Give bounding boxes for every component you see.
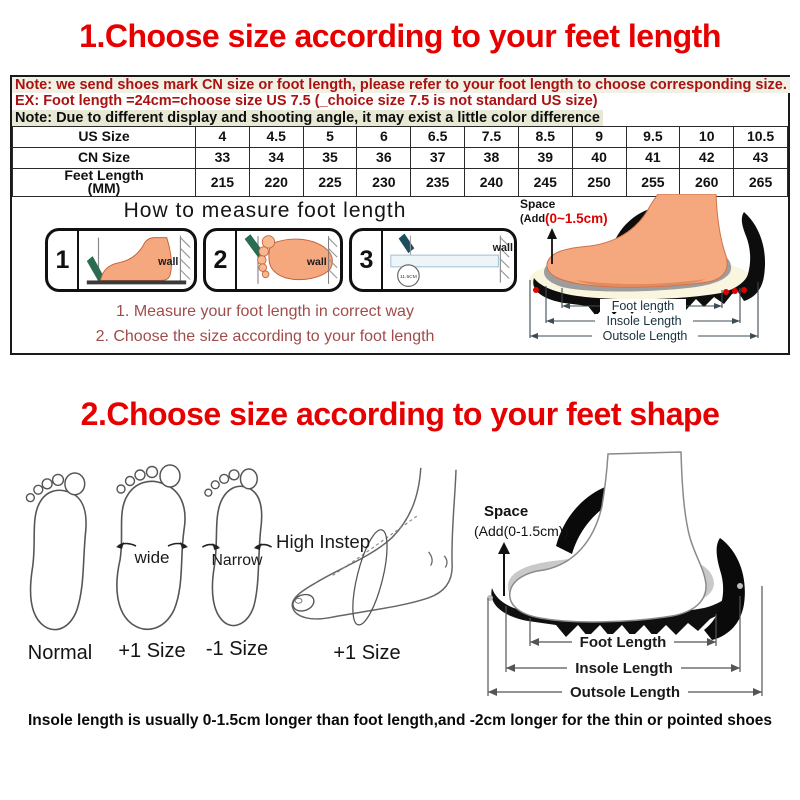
narrow-foot-illustration xyxy=(198,466,276,632)
table-cell: 10 xyxy=(680,126,734,147)
shoe-diagram-grayscale xyxy=(468,446,794,702)
ankle-creases xyxy=(429,552,447,568)
table-cell: 39 xyxy=(518,147,572,168)
foot-shape-caption: -1 Size xyxy=(205,638,269,660)
high-instep-illustration xyxy=(272,458,462,636)
step1-illustration xyxy=(79,231,194,289)
toe xyxy=(117,485,125,493)
up-arrow-icon xyxy=(547,228,557,239)
space-add-prefix: (Add xyxy=(520,213,546,225)
toe xyxy=(259,247,269,257)
foot-shape-high-instep xyxy=(272,458,462,665)
table-cell: 35 xyxy=(303,147,357,168)
big-toe xyxy=(65,473,85,495)
toe xyxy=(205,489,212,496)
insole-length-label: Insole Length xyxy=(606,314,682,328)
step3-illustration xyxy=(383,231,514,289)
foot-shape-narrow xyxy=(198,466,276,661)
space-label: Space xyxy=(520,197,556,211)
table-cell: 9 xyxy=(572,126,626,147)
toe-marker-dot xyxy=(533,287,539,293)
foot-shape-caption: +1 Size xyxy=(118,640,186,662)
table-cell: 265 xyxy=(734,168,788,196)
outsole-length-label: Outsole Length xyxy=(570,684,680,701)
table-cell: 215 xyxy=(196,168,250,196)
table-cell-label: US Size xyxy=(13,126,196,147)
foot-shape-caption: +1 Size xyxy=(333,642,401,664)
table-cell: 9.5 xyxy=(626,126,680,147)
table-cell-label: CN Size xyxy=(13,147,196,168)
toe xyxy=(259,264,267,272)
table-cell: 230 xyxy=(357,168,411,196)
space-label: Space xyxy=(484,503,529,520)
wide-annotation: wide xyxy=(134,548,170,567)
feet-length-unit: (MM) xyxy=(87,180,121,197)
toe xyxy=(26,494,34,502)
toe xyxy=(34,485,43,494)
table-cell: 245 xyxy=(518,168,572,196)
wall-label: wall xyxy=(492,242,514,255)
step-number: 2 xyxy=(206,231,237,289)
table-cell: 41 xyxy=(626,147,680,168)
normal-foot-illustration xyxy=(16,470,104,636)
toe xyxy=(135,470,145,480)
table-cell: 5 xyxy=(303,126,357,147)
foot-shape-normal xyxy=(16,470,104,665)
table-cell: 10.5 xyxy=(734,126,788,147)
big-toe xyxy=(240,469,257,489)
foot-shape-wide xyxy=(106,462,198,663)
narrow-annotation: Narrow xyxy=(211,551,263,569)
size-table-row-cn xyxy=(13,147,788,168)
step-number: 3 xyxy=(352,231,383,289)
table-cell: 8.5 xyxy=(518,126,572,147)
heel-marker-dot xyxy=(732,288,738,294)
measure-instruction-1: 1. Measure your foot length in correct way xyxy=(116,303,414,320)
foot-length-label: Foot length xyxy=(611,299,675,313)
table-cell: 37 xyxy=(411,147,465,168)
toe xyxy=(147,467,158,478)
table-cell: 43 xyxy=(734,147,788,168)
table-cell: 6.5 xyxy=(411,126,465,147)
table-cell: 225 xyxy=(303,168,357,196)
note-line-3: Note: Due to different display and shooting angle, it may exist a little color difference xyxy=(12,110,603,126)
heel-marker-dot xyxy=(723,289,729,295)
ruler-value-label: 11.5CM xyxy=(400,275,417,281)
table-cell: 220 xyxy=(249,168,303,196)
table-cell: 40 xyxy=(572,147,626,168)
wall-label: wall xyxy=(306,256,327,268)
measure-stick-icon xyxy=(399,234,415,254)
toe xyxy=(262,271,269,278)
up-arrow-icon xyxy=(498,542,510,554)
foot-length-diagram-1 xyxy=(518,192,788,353)
foot-skin-illustration xyxy=(547,194,727,287)
section2-title: 2.Choose size according to your feet shape xyxy=(80,396,720,432)
toe xyxy=(258,256,267,265)
wall-hatch xyxy=(180,238,190,280)
foot-length-label: Foot Length xyxy=(579,634,667,651)
table-cell: 250 xyxy=(572,168,626,196)
table-cell: 235 xyxy=(411,168,465,196)
table-cell: 6 xyxy=(357,126,411,147)
table-cell: 36 xyxy=(357,147,411,168)
high-instep-annotation: High Instep xyxy=(276,530,371,552)
heel-marker-dot xyxy=(741,287,747,293)
note-line-1: Note: we send shoes mark CN size or foot length, please refer to your foot length to choose corresponding size. xyxy=(12,77,790,93)
foot-shape-caption: Normal xyxy=(27,642,93,664)
wide-foot-illustration xyxy=(106,462,198,634)
table-cell: 33 xyxy=(196,147,250,168)
heel-silhouette xyxy=(738,212,765,301)
foot-outline xyxy=(31,490,87,629)
section1-content-row xyxy=(12,192,788,353)
size-table xyxy=(12,126,788,197)
step2-illustration xyxy=(237,231,340,289)
toe xyxy=(53,474,64,485)
heel-marker-dot xyxy=(737,583,743,589)
note-line-2: EX: Foot length =24cm=choose size US 7.5 (_choice size 7.5 is not standard US size) xyxy=(15,93,598,110)
toe xyxy=(126,477,135,486)
size-table-row-us xyxy=(13,126,788,147)
table-cell: 34 xyxy=(249,147,303,168)
measure-step-3 xyxy=(349,228,517,292)
toe xyxy=(42,479,52,489)
measure-step-1 xyxy=(45,228,197,292)
table-cell: 38 xyxy=(465,147,519,168)
section1-box xyxy=(10,75,790,355)
table-cell: 260 xyxy=(680,168,734,196)
feet-length-label: Feet Length xyxy=(64,167,144,184)
table-cell: 4.5 xyxy=(249,126,303,147)
insole-length-label: Insole Length xyxy=(575,660,673,677)
how-to-measure-panel xyxy=(12,192,518,353)
table-cell: 42 xyxy=(680,147,734,168)
shoe-diagram-color xyxy=(516,194,788,352)
wall-label: wall xyxy=(158,255,179,268)
space-add-value: (0~1.5cm) xyxy=(545,211,608,226)
measure-step-2 xyxy=(203,228,343,292)
step-number: 1 xyxy=(48,231,79,289)
measure-instruction-2: 2. Choose the size according to your foot length xyxy=(95,328,435,345)
footer-note: Insole length is usually 0-1.5cm longer than foot length,and -2cm longer for the thin or pointed shoes xyxy=(27,712,773,729)
section1-title: 1.Choose size according to your feet length xyxy=(79,18,721,54)
how-to-measure-title: How to measure foot length xyxy=(123,199,407,222)
table-cell: 240 xyxy=(465,168,519,196)
big-toe xyxy=(160,465,180,487)
table-cell: 4 xyxy=(196,126,250,147)
space-add-label: (Add(0-1.5cm)) xyxy=(474,523,569,539)
toe xyxy=(229,470,239,480)
toe xyxy=(211,481,219,489)
toe xyxy=(220,474,229,483)
table-cell: 255 xyxy=(626,168,680,196)
measure-steps xyxy=(45,228,518,292)
outsole-length-label: Outsole Length xyxy=(602,329,688,343)
toe xyxy=(262,236,274,248)
table-cell: 7.5 xyxy=(465,126,519,147)
floor-bar xyxy=(87,280,186,284)
